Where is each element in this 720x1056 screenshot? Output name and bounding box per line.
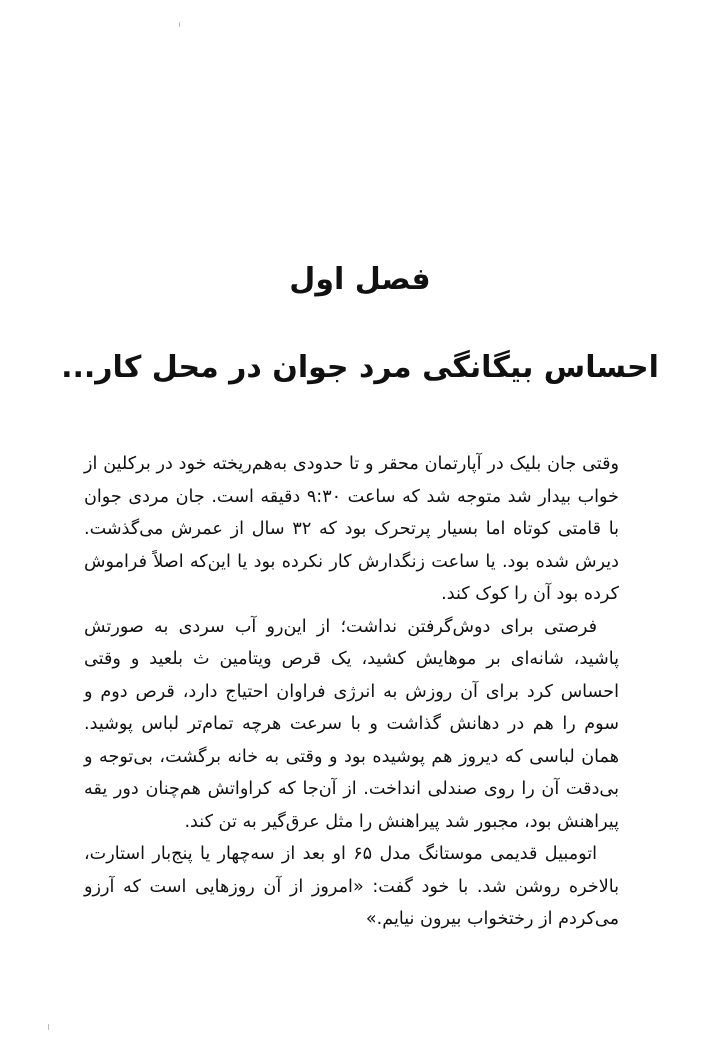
paragraph: وقتی جان بلیک در آپارتمان محقر و تا حدودی به‌هم‌ریخته خود در برکلین از خواب بیدار شد متوجه شد که ساعت ۹:۳۰ دقیقه است. جان مردی جوان با قامتی کوتاه اما بسیار پرتحرک بود که ۳۲ سال از عمرش می‌گذشت. دیرش شده بود. یا ساعت زنگدارش کار نکرده بود یا این‌که اصلاً فراموش کرده بود آن را کوک کند. — [84, 454, 619, 604]
paragraph: فرصتی برای دوش‌گرفتن نداشت؛ از این‌رو آب سردی به صورتش پاشید، شانه‌ای بر موهایش کشید، یک قرص ویتامین ث بلعید و وقتی احساس کرد برای آن روزش به انرژی فراوان احتیاج دارد، قرص دوم و سوم را هم در دهانش گذاشت و با سرعت هرچه تمام‌تر لباس پوشید. همان لباسی که دیروز هم پوشیده بود و وقتی به خانه برگشت، بی‌توجه و بی‌دقت آن را روی صندلی انداخت. از آن‌جا که کراواتش هم‌چنان دور یقه پیراهنش بود، مجبور شد پیراهنش را مثل عرق‌گیر به تن کند. — [84, 616, 619, 832]
chapter-title: فصل اول — [289, 262, 431, 297]
chapter-body — [84, 448, 619, 936]
scan-mark — [179, 22, 180, 27]
chapter-subtitle: احساس بیگانگی مرد جوان در محل کار... — [61, 350, 659, 385]
paragraph: اتومبیل قدیمی موستانگ مدل ۶۵ او بعد از سه‌چهار یا پنج‌بار استارت، بالاخره روشن شد. با خود گفت: «امروز از آن روزهایی است که آرزو می‌کردم از رختخواب بیرون نیایم.» — [84, 844, 619, 929]
scan-mark — [48, 1024, 49, 1030]
